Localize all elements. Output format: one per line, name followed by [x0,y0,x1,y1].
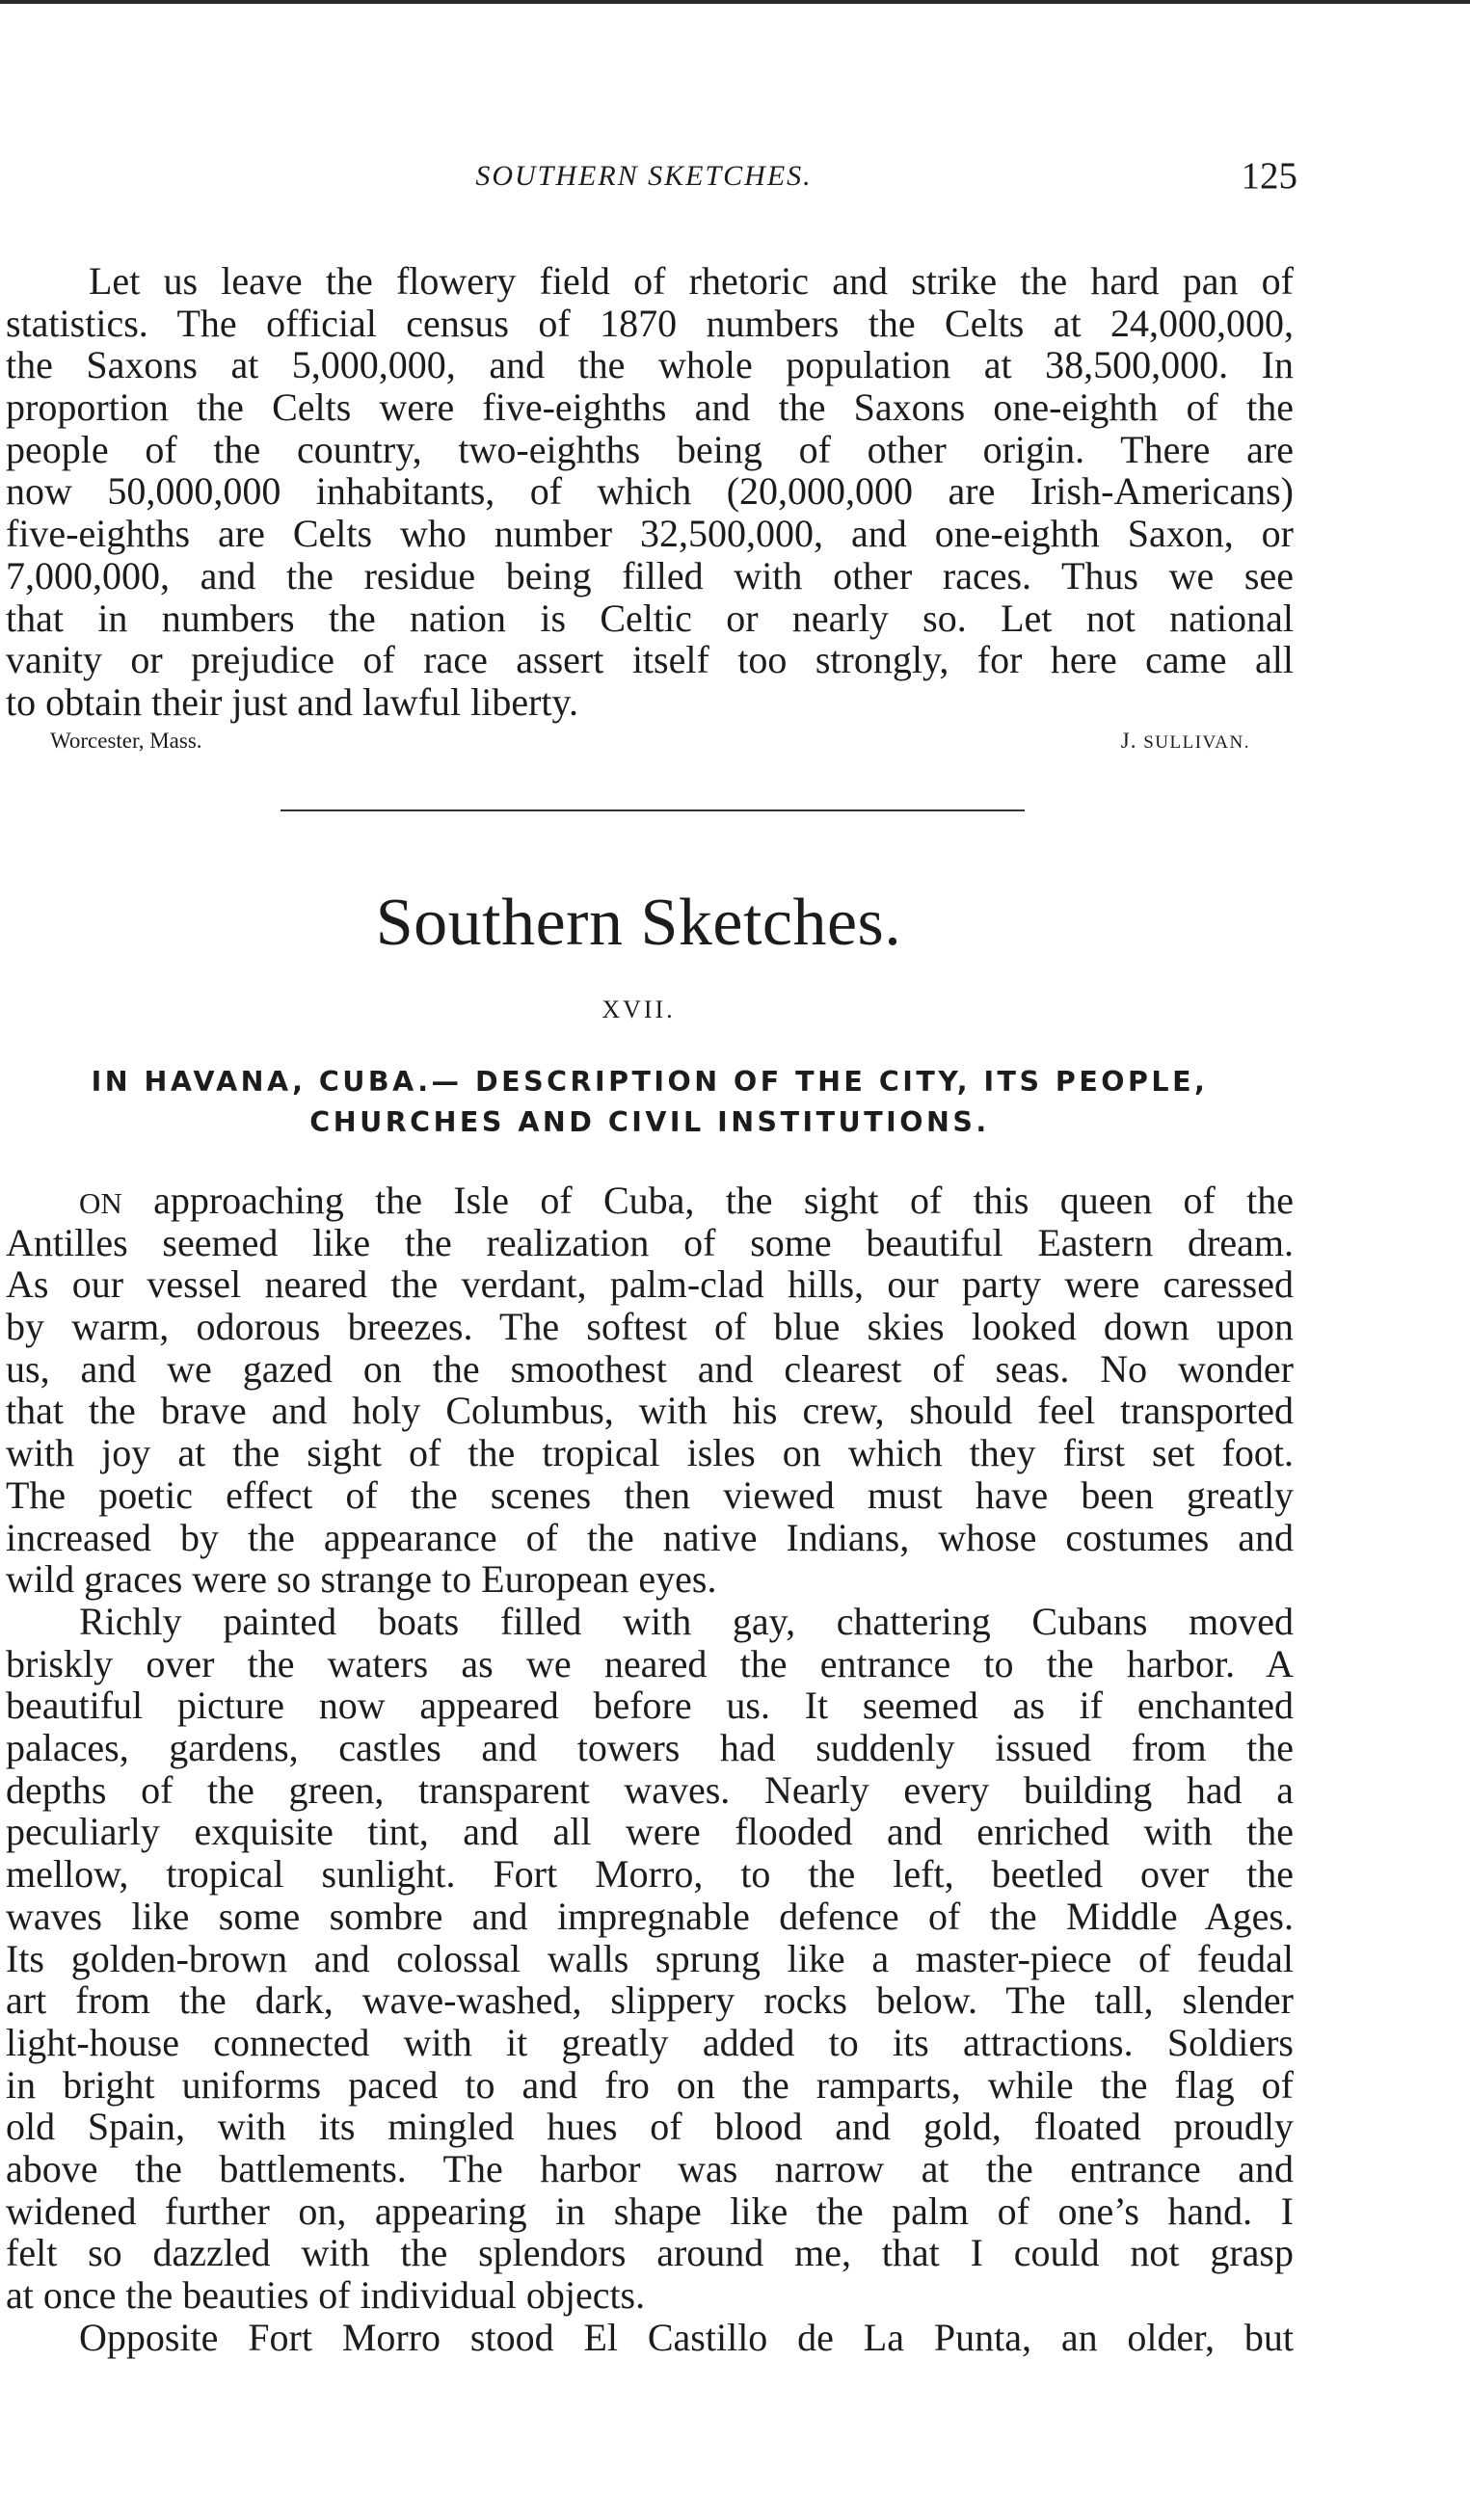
text-line: that the brave and holy Columbus, with his crew, should feel transported [6,1389,1294,1433]
text-line: people of the country, two-eighths being of other origin. There are [6,427,1294,471]
subtitle-line: IN HAVANA, CUBA.— DESCRIPTION OF THE CITY, ITS PEOPLE, [91,1066,1209,1098]
text-line: in bright uniforms paced to and fro on the ramparts, while the flag of [6,2062,1294,2107]
text-line: above the battlements. The harbor was narrow at the entrance and [6,2146,1294,2190]
article-subtitle [6,1062,1294,1143]
text-line: the Saxons at 5,000,000, and the whole population at 38,500,000. In [6,343,1294,387]
text-line: mellow, tropical sunlight. Fort Morro, to the left, beetled over the [6,1852,1294,1897]
text-line: widened further on, appearing in shape like the palm of one’s hand. I [6,2188,1294,2233]
article-paragraph-2 [6,1601,1294,2317]
text-line: 7,000,000, and the residue being filled with other races. Thus we see [6,553,1294,597]
running-head-title: SOUTHERN SKETCHES. [475,160,813,192]
text-line: beautiful picture now appeared before us. It seemed as if enchanted [6,1684,1294,1728]
article-paragraph-1 [6,1180,1294,1601]
text-line: statistics. The official census of 1870 numbers the Celts at 24,000,000, [6,301,1294,345]
text-line: five-eighths are Celts who number 32,500,000, and one-eighth Saxon, or [6,512,1294,556]
subtitle-line: CHURCHES AND CIVIL INSTITUTIONS. [309,1106,990,1138]
text-line: Let us leave the flowery field of rhetoric and strike the hard pan of [89,259,1294,303]
text-line: increased by the appearance of the native Indians, whose costumes and [6,1515,1294,1559]
text-line: palaces, gardens, castles and towers had suddenly issued from the [6,1726,1294,1770]
text-line: light-house connected with it greatly added to its attractions. Soldiers [6,2020,1294,2064]
section-divider [281,809,1025,811]
text-line: with joy at the sight of the tropical isles on which they first set foot. [6,1431,1294,1475]
page-number: 125 [1241,155,1297,197]
text-line: proportion the Celts were five-eighths and the Saxons one-eighth of the [6,385,1294,430]
opening-word: ON [79,1186,122,1220]
text-line: us, and we gazed on the smoothest and clearest of seas. No wonder [6,1346,1294,1391]
article-title: Southern Sketches. [375,886,902,960]
text-line: vanity or prejudice of race assert itself too strongly, for here came all [6,638,1294,682]
text-line: peculiarly exquisite tint, and all were flooded and enriched with the [6,1810,1294,1854]
text-line [6,1180,1294,1222]
text-line: Opposite Fort Morro stood El Castillo de La Punta, an older, but [79,2316,1294,2359]
previous-article-paragraph [6,260,1294,724]
text-line: old Spain, with its mingled hues of blood and gold, floated proudly [6,2105,1294,2149]
text-line: that in numbers the nation is Celtic or nearly so. Let not national [6,596,1294,640]
text-line: The poetic effect of the scenes then viewed must have been greatly [6,1472,1294,1517]
text-line: depths of the green, transparent waves. Nearly every building had a [6,1767,1294,1812]
text-line: at once the beauties of individual objects. [6,2273,646,2317]
signature-initial: J. [1120,729,1137,753]
signature-place: Worcester, Mass. [50,729,202,753]
text-line: As our vessel neared the verdant, palm-clad hills, our party were caressed [6,1262,1294,1307]
text-line: felt so dazzled with the splendors around me, that I could not grasp [6,2231,1294,2275]
running-head [0,155,1470,208]
signature-author [1121,729,1250,754]
article-number: XVII. [601,995,676,1023]
text-line: waves like some sombre and impregnable defence of the Middle Ages. [6,1894,1294,1938]
text-line: now 50,000,000 inhabitants, of which (20,000,000 are Irish-Americans) [6,469,1294,514]
text-line: art from the dark, wave-washed, slippery rocks below. The tall, slender [6,1978,1294,2023]
text-line: wild graces were so strange to European eyes. [6,1557,717,1602]
top-border-rule [0,0,1470,4]
text-line: Antilles seemed like the realization of some beautiful Eastern dream. [6,1220,1294,1264]
text-line: Richly painted boats filled with gay, chattering Cubans moved [79,1600,1294,1643]
text-line: briskly over the waters as we neared the entrance to the harbor. A [6,1641,1294,1685]
signature-surname: SULLIVAN. [1143,732,1250,753]
text-line: to obtain their just and lawful liberty. [6,679,578,724]
article-paragraph-3 [6,2317,1294,2359]
text-line: Its golden-brown and colossal walls sprung like a master-piece of feudal [6,1936,1294,1980]
opening-line-rest: approaching the Isle of Cuba, the sight of this queen of the [153,1179,1294,1222]
text-line: by warm, odorous breezes. The softest of blue skies looked down upon [6,1305,1294,1349]
